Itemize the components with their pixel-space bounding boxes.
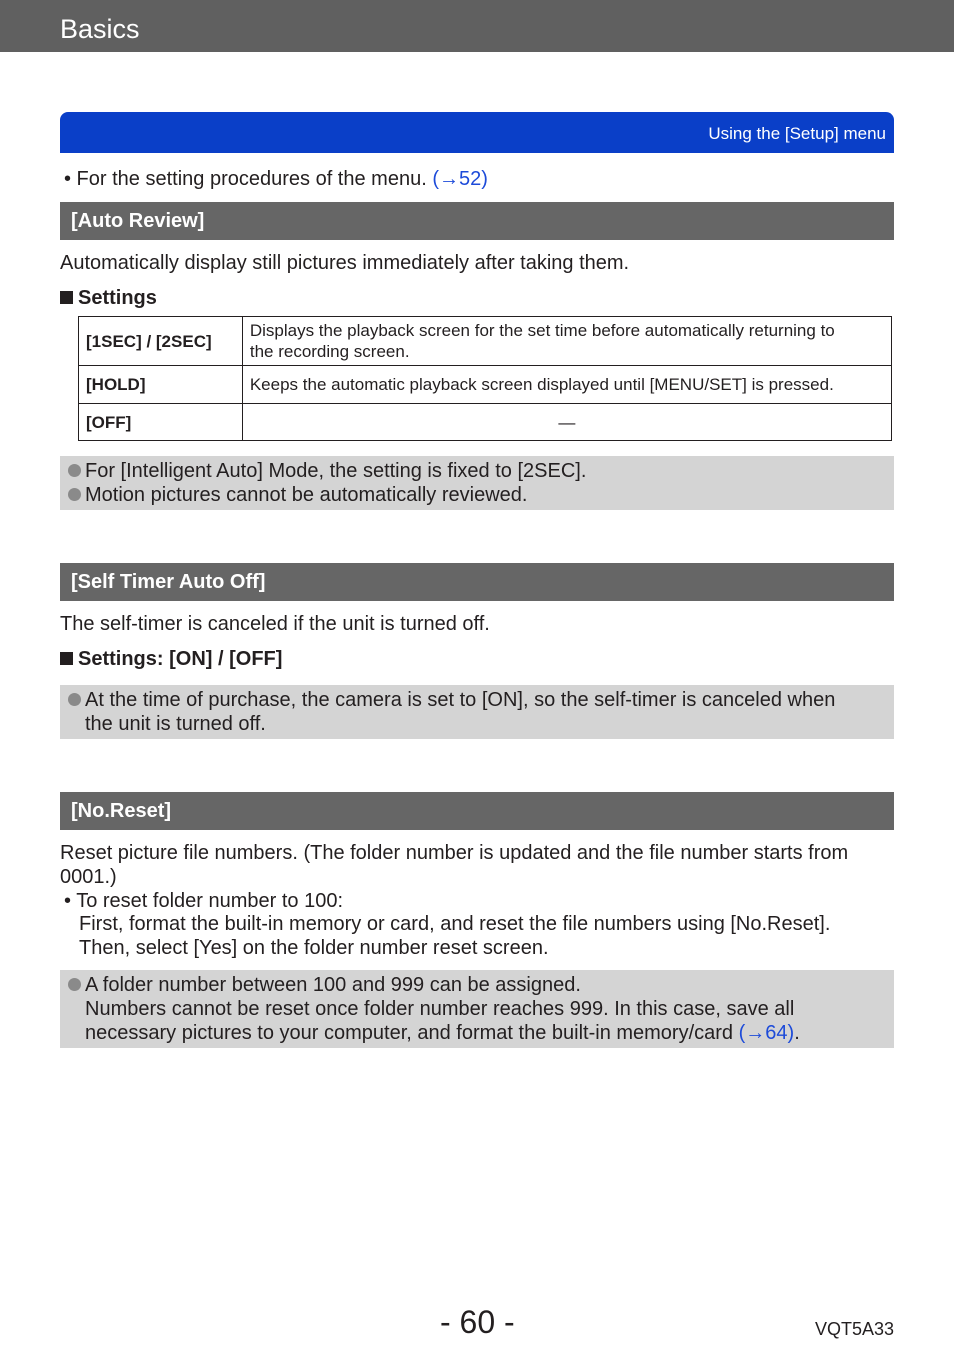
setting-key: [HOLD] <box>79 366 243 404</box>
setting-value-line: Displays the playback screen for the set time before automatically returning to <box>249 321 835 340</box>
setting-key: [OFF] <box>79 404 243 441</box>
no-reset-bullet-line: Then, select [Yes] on the folder number reset screen. <box>79 937 549 959</box>
note-line: Motion pictures cannot be automatically reviewed. <box>68 483 527 507</box>
section-title: Basics <box>60 14 140 44</box>
setting-value: Keeps the automatic playback screen displayed until [MENU/SET] is pressed. <box>242 366 891 404</box>
no-reset-bullet-line: • To reset folder number to 100: <box>64 890 344 912</box>
header-bar <box>0 0 954 52</box>
menu-category-label: Using the [Setup] menu <box>708 124 886 143</box>
square-bullet-icon <box>60 291 73 304</box>
note-line: A folder number between 100 and 999 can be assigned. <box>68 973 581 997</box>
self-timer-description: The self-timer is canceled if the unit is turned off. <box>60 613 490 635</box>
no-reset-notes <box>60 970 894 1048</box>
setting-value <box>242 317 891 366</box>
format-page-link[interactable]: (→64) <box>738 1022 795 1044</box>
bullet-dot-icon <box>68 464 81 477</box>
bullet-dot-icon <box>68 693 81 706</box>
self-timer-heading-text: [Self Timer Auto Off] <box>71 571 266 593</box>
setting-value-line: the recording screen. <box>249 342 410 361</box>
auto-review-settings-heading <box>60 286 157 310</box>
no-reset-heading <box>60 792 894 830</box>
note-line: For [Intelligent Auto] Mode, the setting is fixed to [2SEC]. <box>68 459 586 483</box>
note-line: necessary pictures to your computer, and format the built-in memory/card (→64). <box>85 1022 800 1044</box>
note-line: At the time of purchase, the camera is set to [ON], so the self-timer is canceled when <box>68 688 835 712</box>
bullet-dot-icon <box>68 488 81 501</box>
intro-line <box>64 167 488 191</box>
setting-key: [1SEC] / [2SEC] <box>79 317 243 366</box>
no-reset-bullet-line: First, format the built-in memory or card, and reset the file numbers using [No.Reset]. <box>79 913 831 935</box>
auto-review-heading <box>60 202 894 240</box>
auto-review-notes <box>60 456 894 510</box>
page-number: - 60 - <box>440 1304 515 1340</box>
intro-page-link[interactable]: (→52) <box>432 168 488 190</box>
no-reset-description-line: 0001.) <box>60 866 117 888</box>
intro-text: • For the setting procedures of the menu. <box>64 168 433 190</box>
no-reset-heading-text: [No.Reset] <box>71 800 172 822</box>
bullet-dot-icon <box>68 978 81 991</box>
setting-value: — <box>242 404 891 441</box>
table-row <box>79 366 892 404</box>
self-timer-notes <box>60 685 894 739</box>
self-timer-settings-heading <box>60 647 282 671</box>
square-bullet-icon <box>60 652 73 665</box>
auto-review-settings-table <box>78 316 892 441</box>
note-line: the unit is turned off. <box>85 713 266 735</box>
self-timer-heading <box>60 563 894 601</box>
auto-review-heading-text: [Auto Review] <box>71 210 205 232</box>
document-code: VQT5A33 <box>814 1319 894 1339</box>
settings-label: Settings <box>78 287 157 309</box>
menu-category-bar <box>60 112 894 153</box>
table-row <box>79 404 892 441</box>
no-reset-description-line: Reset picture file numbers. (The folder number is updated and the file number starts from <box>60 842 849 864</box>
note-line: Numbers cannot be reset once folder number reaches 999. In this case, save all <box>85 998 795 1020</box>
table-row <box>79 317 892 366</box>
settings-label: Settings: [ON] / [OFF] <box>78 648 283 670</box>
auto-review-description: Automatically display still pictures immediately after taking them. <box>60 252 630 274</box>
